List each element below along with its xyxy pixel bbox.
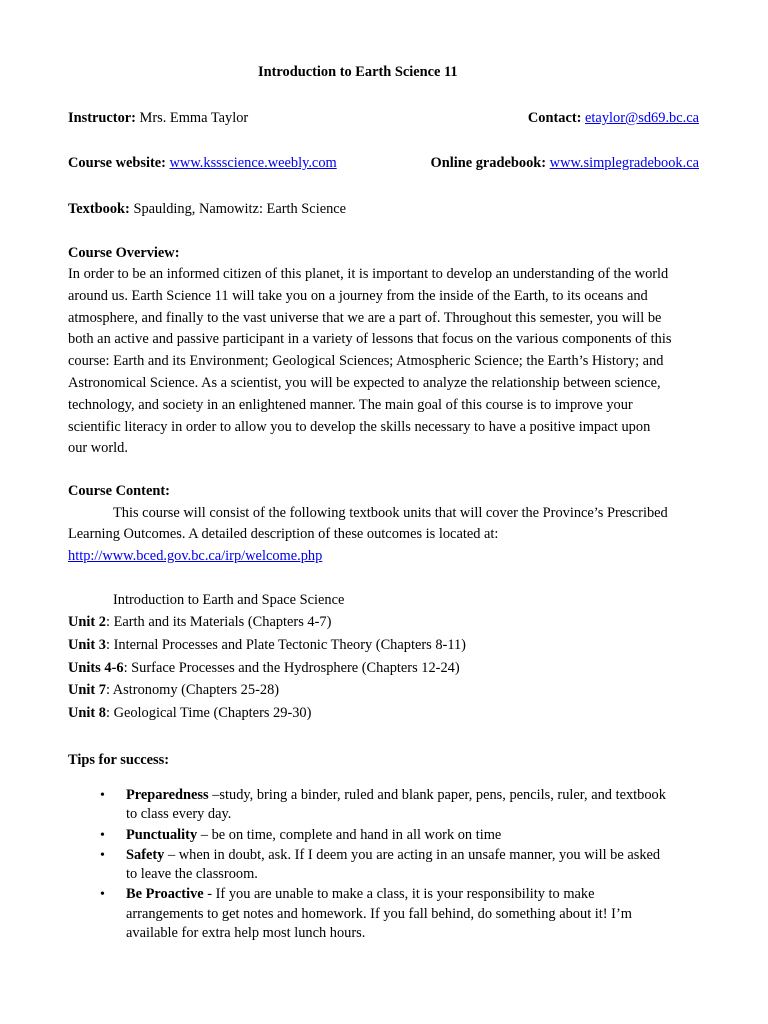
tip-label: Punctuality — [126, 826, 198, 843]
document-title: Introduction to Earth Science 11 — [258, 64, 458, 80]
instructor-label: Instructor: — [68, 110, 136, 126]
unit-item: Unit 3: Internal Processes and Plate Tectonic Theory (Chapters 8-11) — [68, 636, 466, 653]
overview-line: our world. — [68, 440, 128, 457]
irp-outcomes-link[interactable]: http://www.bced.gov.bc.ca/irp/welcome.php — [68, 548, 323, 564]
overview-line: atmosphere, and finally to the vast universe that we are a part of. Throughout this semester, you will be — [68, 309, 662, 326]
bullet-icon: • — [100, 827, 105, 843]
overview-line: scientific literacy in order to allow you to develop the skills necessary to have a positive impact upon — [68, 418, 651, 435]
bullet-icon: • — [100, 847, 105, 863]
tips-list — [100, 786, 710, 944]
instructor-value: Mrs. Emma Taylor — [135, 110, 249, 126]
contact-email-link[interactable]: etaylor@sd69.bc.ca — [585, 110, 699, 126]
overview-paragraph — [68, 264, 708, 460]
tip-label: Preparedness — [126, 787, 209, 803]
overview-line: Astronomical Science. As a scientist, you will be expected to analyze the relationship between science, — [68, 374, 661, 391]
tip-item: • Punctuality – be on time, complete and hand in all work on time — [100, 826, 710, 845]
overview-line: course: Earth and its Environment; Geological Sciences; Atmospheric Science; the Earth’s History; and — [68, 353, 664, 370]
course-website-link[interactable]: www.kssscience.weebly.com — [169, 155, 337, 171]
gradebook-label: Online gradebook: — [430, 155, 547, 171]
textbook-value: Spaulding, Namowitz: Earth Science — [129, 201, 347, 217]
tip-item: • Be Proactive - If you are unable to make a class, it is your responsibility to make arrangements to get notes and homework. If you fall behind, do something about it! I’m available for extra help most lunch hours. — [100, 886, 632, 942]
textbook-line — [68, 200, 346, 218]
tip-label: Be Proactive — [126, 886, 204, 903]
tips-heading: Tips for success: — [68, 752, 170, 768]
bullet-icon: • — [100, 788, 105, 803]
website-label: Course website: — [68, 155, 166, 171]
overview-line: around us. Earth Science 11 will take you on a journey from the inside of the Earth, to its oceans and — [68, 287, 648, 304]
tip-item: • Preparedness –study, bring a binder, ruled and blank paper, pens, pencils, ruler, and textbook to class every day. — [100, 787, 666, 823]
unit-item: Units 4-6: Surface Processes and the Hydrosphere (Chapters 12-24) — [68, 659, 460, 676]
irp-link-line — [68, 547, 322, 565]
unit-list — [68, 611, 708, 725]
content-line: Learning Outcomes. A detailed description of these outcomes is located at: — [68, 526, 499, 542]
contact-line — [528, 109, 699, 127]
tip-item: • Safety – when in doubt, ask. If I deem you are acting in an unsafe manner, you will be asked to leave the classroom. — [100, 846, 661, 883]
overview-line: both an active and passive participant in a variety of lessons that focus on the various components of this — [68, 331, 672, 348]
unit-item: Unit 8: Geological Time (Chapters 29-30) — [68, 705, 312, 722]
intro-unit: Introduction to Earth and Space Science — [113, 592, 345, 608]
textbook-label: Textbook: — [68, 201, 130, 217]
overview-line: technology, and society in an enlightened manner. The main goal of this course is to improve your — [68, 396, 633, 413]
tip-label: Safety — [126, 846, 165, 863]
bullet-icon: • — [100, 887, 105, 903]
gradebook-line — [431, 154, 699, 172]
overview-line: In order to be an informed citizen of this planet, it is important to develop an understanding of the world — [68, 266, 669, 282]
instructor-line — [68, 109, 248, 127]
website-line — [68, 154, 337, 172]
overview-heading: Course Overview: — [68, 245, 180, 261]
content-line: This course will consist of the following textbook units that will cover the Province’s Prescribed — [113, 505, 668, 521]
unit-item: Unit 7: Astronomy (Chapters 25-28) — [68, 682, 280, 699]
unit-item: Unit 2: Earth and its Materials (Chapters 4-7) — [68, 614, 332, 630]
contact-label: Contact: — [527, 110, 582, 126]
content-heading: Course Content: — [68, 483, 170, 499]
gradebook-link[interactable]: www.simplegradebook.ca — [549, 155, 699, 171]
